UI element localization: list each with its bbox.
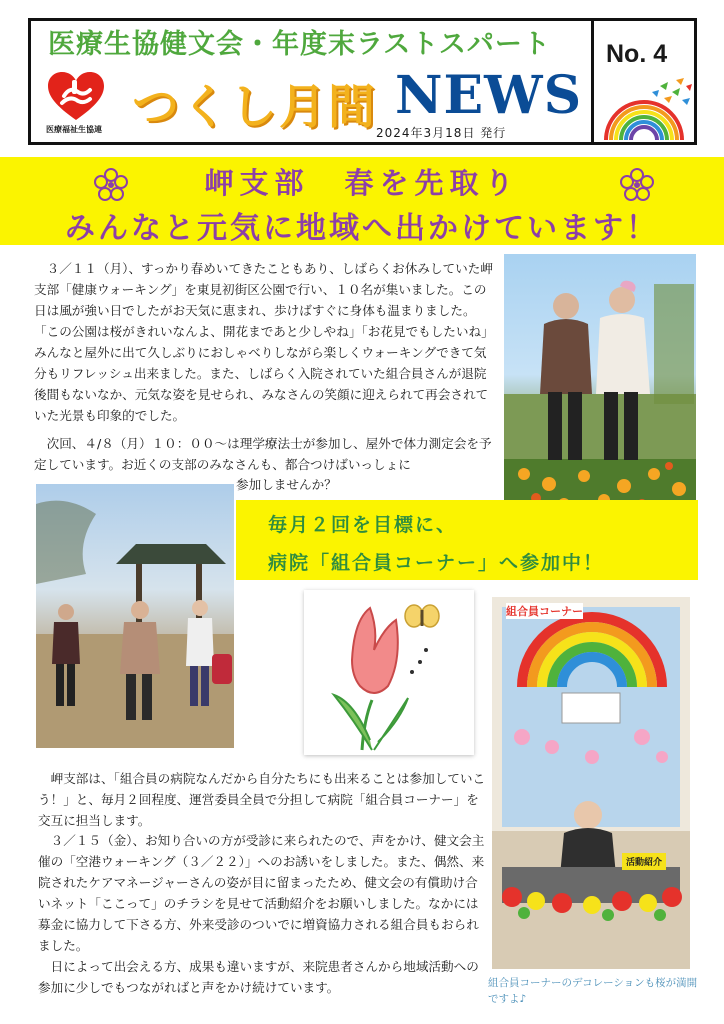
photo-two-members-park xyxy=(504,254,696,522)
photo-caption: 組合員コーナーのデコレーションも桜が満開ですよ♪ xyxy=(488,977,698,1005)
issue-number: No. 4 xyxy=(606,40,668,68)
article-paragraph: ３／１５（金）、お知り合いの方が受診に来られたので、声をかけ、健文会主催の「空港ウォーキング（３／２２）」へのお誘いをしました。また、偶然、来院されたケアマネージャーさんの姿が目に留まったため、健文会の有償助け合いネット「ここって」のチラシを見せて活動紹介をお願いしました。なかには募金に協力して下さる方、外来受診のついでに増資協力される組合員もおられました。 xyxy=(38,833,485,953)
article-paragraph: 日によって出会える方、成果も違いますが、来院患者さんから地域活動への参加に少しでもつながればと声をかけ続けています。 xyxy=(38,959,479,995)
series-title: 医療生協健文会・年度末ラストスパート xyxy=(48,29,551,60)
newsletter-suffix: NEWS xyxy=(395,65,583,126)
article-paragraph: 参加しませんか？ xyxy=(236,477,337,492)
org-logo-text: 医療福祉生協連 xyxy=(46,125,102,134)
rainbow-icon xyxy=(602,78,692,142)
headline-subtitle: みんなと元気に地域へ出かけています！ xyxy=(65,211,659,246)
callout-line: 毎月２回を目標に、 xyxy=(268,514,458,536)
tulip-butterfly-icon xyxy=(304,590,474,755)
tulip-illustration xyxy=(304,590,474,755)
photo-member-corner xyxy=(492,597,690,969)
photo-walking-group xyxy=(36,484,234,748)
issue-date: 2024年3月18日 発行 xyxy=(376,126,507,140)
article-paragraph: 岬支部は、「組合員の病院なんだから自分たちにも出来ることは参加していこう！」と、毎月２回程度、運営委員全員で分担して病院「組合員コーナー」を交互に担当します。 xyxy=(38,771,486,828)
headline-title: 岬支部 春を先取り xyxy=(204,166,520,200)
callout-line: 病院「組合員コーナー」へ参加中！ xyxy=(268,552,605,574)
article-paragraph: 次回、４/８（月）１０：００～は理学療法士が参加し、屋外で体力測定会を予定しています。お近くの支部のみなさんも、都合つけばいっしょに xyxy=(34,436,492,472)
activity-board: 活動紹介 xyxy=(622,853,666,870)
newsletter-name: つくし月間 xyxy=(132,80,377,135)
coop-heart-logo-icon xyxy=(46,70,106,122)
corner-sign: 組合員コーナー xyxy=(506,605,583,618)
article-paragraph: ３／１１（月）、すっかり春めいてきたこともあり、しばらくお休みしていた岬支部「健康ウォーキング」を東見初街区公園で行い、１０名が集いました。この日は風が強い日でしたがお天気に恵まれ、歩けばすぐに身体も温まりました。「この公園は桜がきれいなんよ、開花まであと少しやね」「お花見でもしたいね」みんなと屋外に出て久しぶりにおしゃべりしながら楽しくウォーキングできて気分もリフレッシュ出来ました。また、しばらく入院されていた組合員さんが退院後間もないなか、元気な姿を見せられ、みなさんの笑顔に迎えられて再会されていた光景も印象的でした。 xyxy=(34,261,494,423)
